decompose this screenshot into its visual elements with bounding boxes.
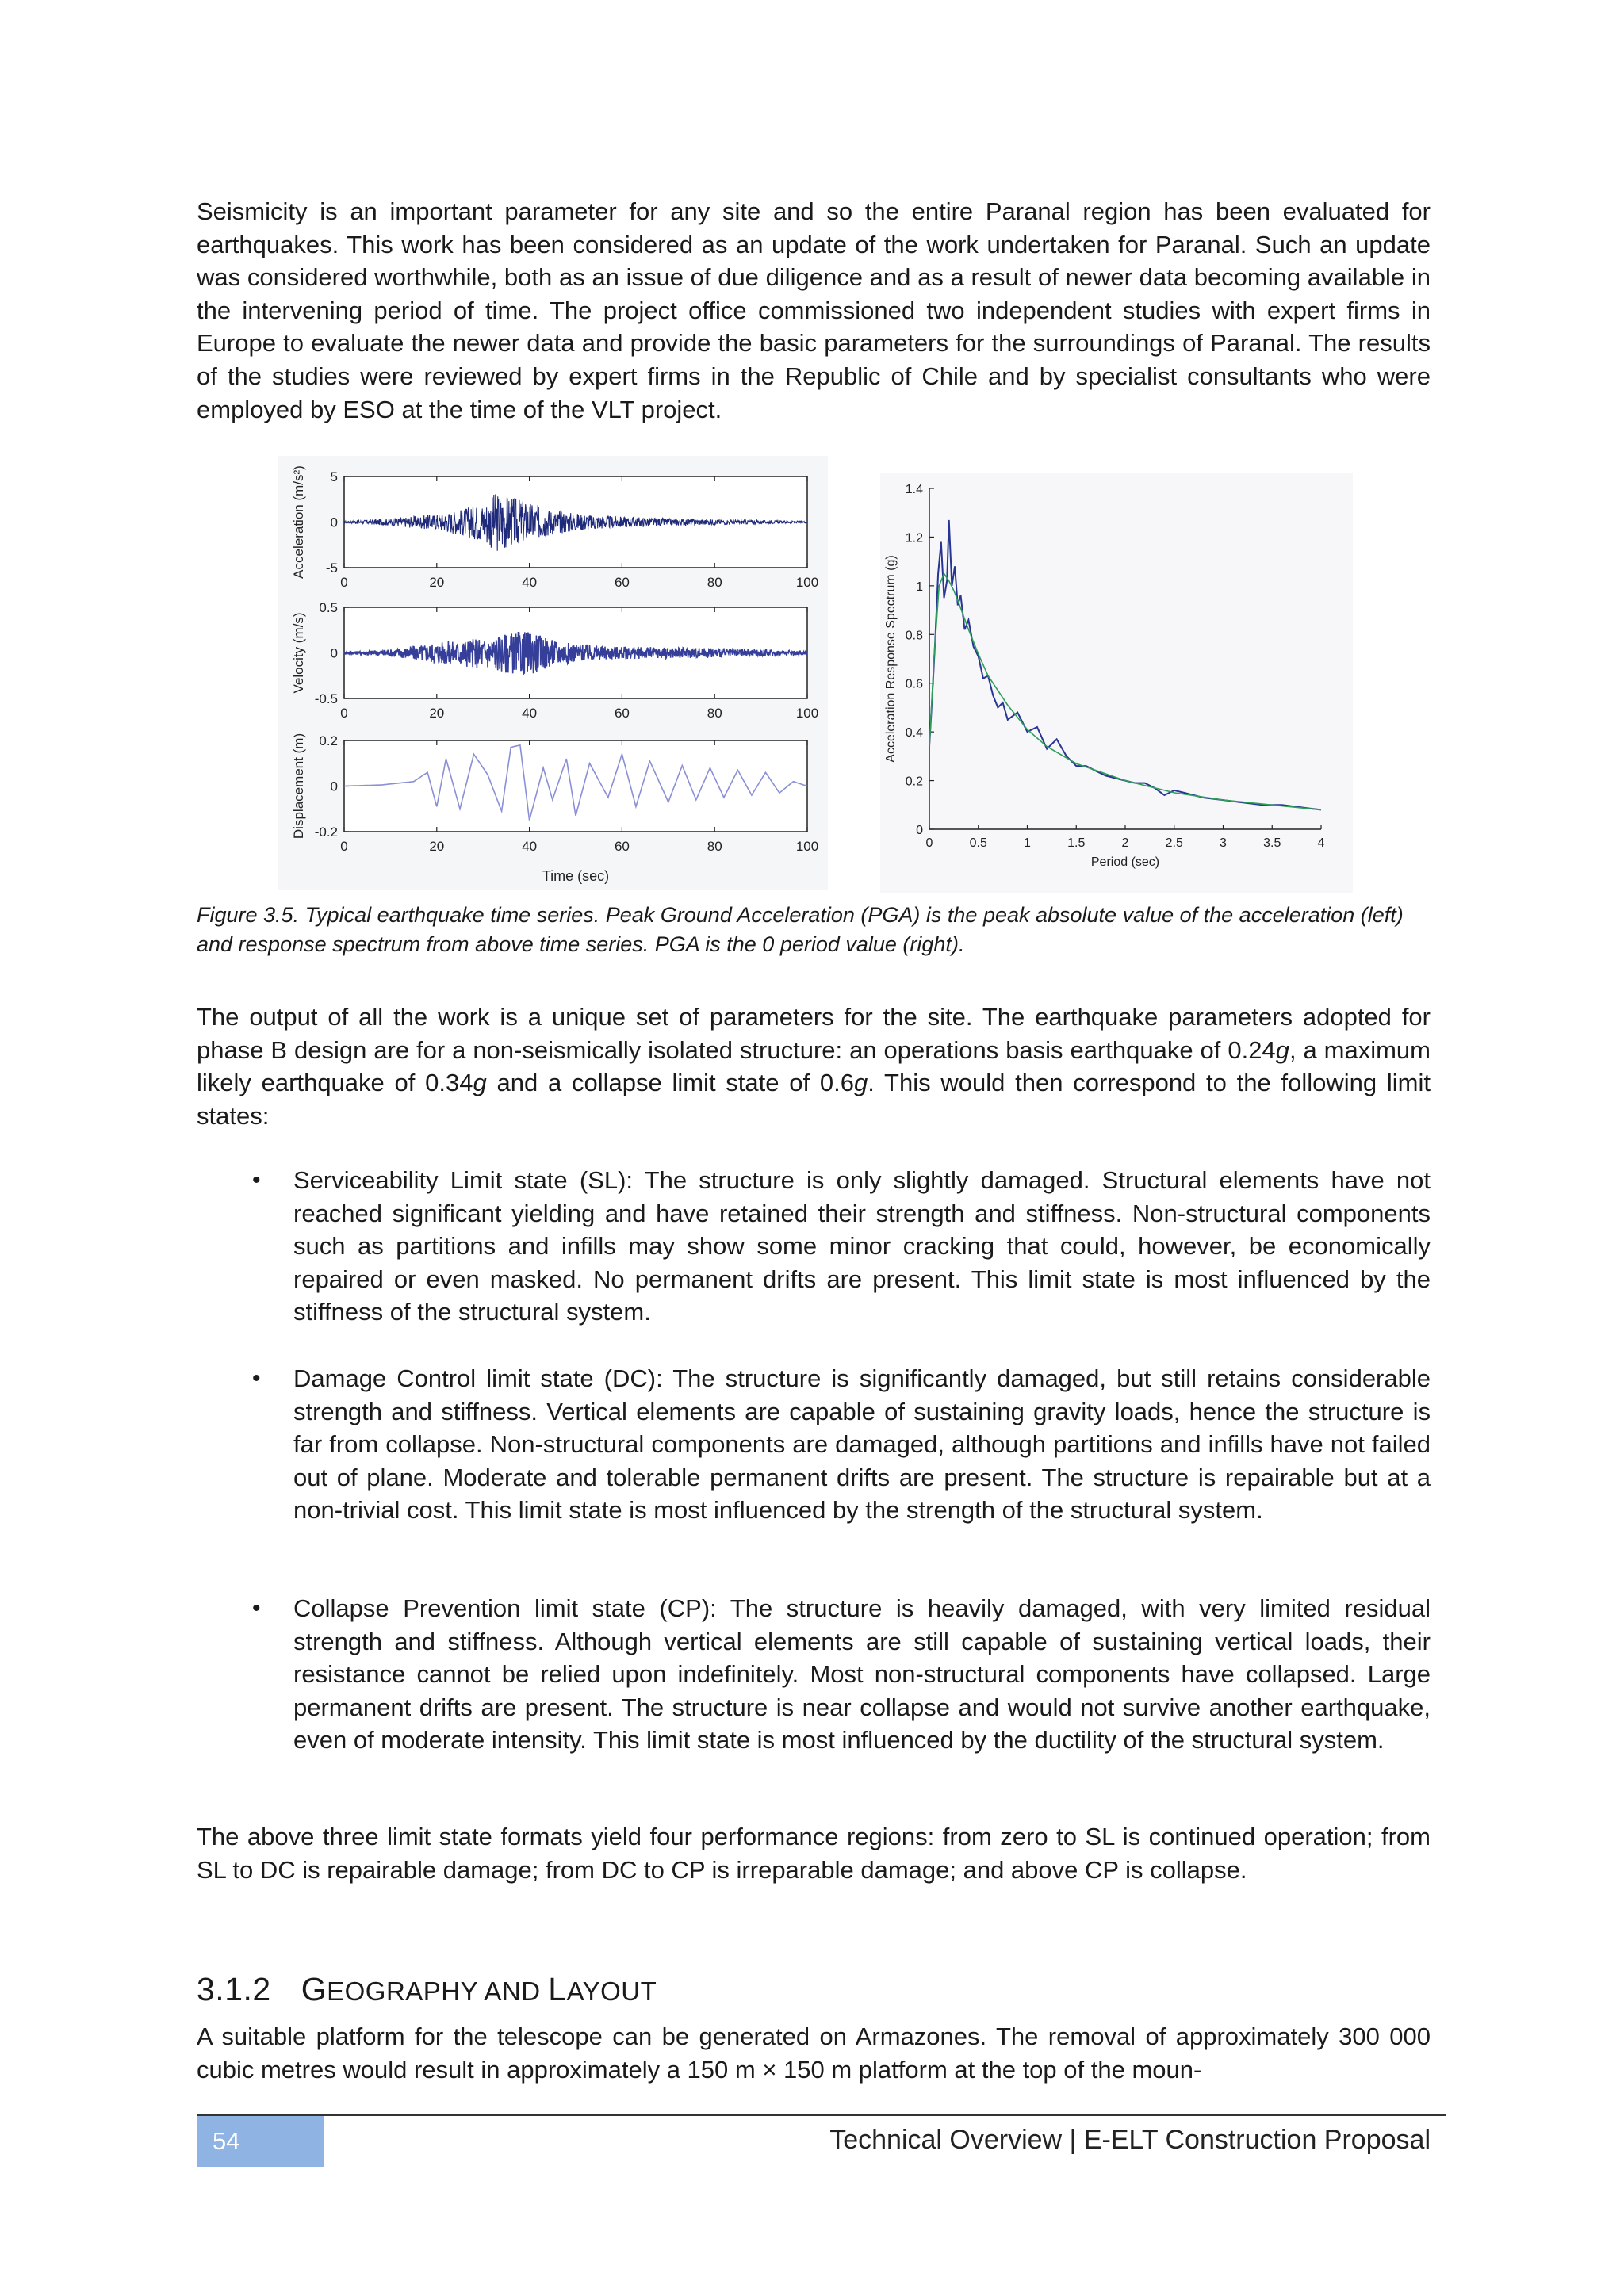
output-text-4: . This would then correspond to the following limit states: — [197, 1069, 1431, 1130]
x-tick-label: 0 — [340, 575, 348, 590]
x-tick-label: 80 — [707, 706, 722, 721]
x-tick-label: 4 — [1317, 836, 1325, 850]
y-axis-label: Velocity (m/s) — [291, 612, 306, 694]
x-tick-label: 0.5 — [969, 836, 987, 850]
section-title-initial: L — [548, 1971, 567, 2007]
list-item — [197, 1362, 1431, 1527]
plot-frame — [344, 740, 807, 832]
x-tick-label: 2 — [1121, 836, 1129, 850]
x-tick-label: 20 — [429, 575, 445, 590]
list-item — [197, 1592, 1431, 1757]
x-axis-label: Period (sec) — [1090, 855, 1160, 869]
unit-g: g — [473, 1069, 487, 1097]
y-axis-label: Displacement (m) — [291, 733, 306, 840]
x-tick-label: 0 — [340, 706, 348, 721]
intro-paragraph: Seismicity is an important parameter for any site and so the entire Paranal region has been evaluated for earthquakes. This work has been considered as an update of the work undertaken for Paranal. Such an update was considered worthwhile, both as an issue of due diligence and as a result of newer data becoming available in the intervening period of time. The project office commissioned two independent studies with expert firms in Europe to evaluate the newer data and provide the basic parameters for the surroundings of Paranal. The results of the studies were reviewed by expert firms in the Republic of Chile and by specialist consultants who were employed by ESO at the time of the VLT project. — [197, 197, 1431, 423]
x-tick-label: 20 — [429, 839, 445, 854]
x-tick-label: 1.5 — [1067, 836, 1086, 850]
x-tick-label: 60 — [614, 575, 630, 590]
section-title-part: EOGRAPHY AND — [327, 1976, 549, 2006]
x-tick-label: 20 — [429, 706, 445, 721]
x-tick-label: 1 — [1024, 836, 1031, 850]
y-tick-label: 0 — [330, 645, 338, 661]
x-tick-label: 40 — [522, 575, 538, 590]
section-title-initial: G — [301, 1971, 327, 2007]
y-axis-label: Acceleration Response Spectrum (g) — [884, 555, 898, 763]
x-tick-label: 80 — [707, 839, 722, 854]
list-item-text: Serviceability Limit state (SL): The structure is only slightly damaged. Structural elements have not reached significant yielding and have retained their strength and stiffness. Non-structural components such as partitions and infills may show some minor cracking that could, however, be economically repaired or even masked. No permanent drifts are present. This limit state is most influenced by the stiffness of the structural system. — [293, 1166, 1431, 1326]
x-tick-label: 100 — [795, 575, 819, 590]
x-tick-label: 40 — [522, 839, 538, 854]
y-axis-label: Acceleration (m/s²) — [291, 465, 306, 579]
list-item-text: Damage Control limit state (DC): The structure is significantly damaged, but still retains considerable strength and stiffness. Vertical elements are capable of sustaining gravity loads, hence the structure is far from collapse. Non-structural components are damaged, although partitions and infills have not failed out of plane. Moderate and tolerable permanent drifts are present. The structure is repairable but at a non-trivial cost. This limit state is most influenced by the strength of the structural system. — [293, 1364, 1431, 1525]
time-series-figure — [278, 456, 828, 890]
y-tick-label: -5 — [325, 561, 338, 576]
x-tick-label: 100 — [795, 706, 819, 721]
y-tick-label: 0 — [916, 824, 923, 837]
y-tick-label: -0.2 — [314, 825, 338, 840]
y-tick-label: 0.4 — [905, 726, 923, 740]
x-tick-label: 3 — [1220, 836, 1227, 850]
y-tick-label: 1 — [916, 580, 923, 594]
x-tick-label: 60 — [614, 839, 630, 854]
output-paragraph — [197, 1001, 1431, 1132]
x-axis-label: Time (sec) — [542, 868, 610, 884]
bullet-marker: • — [252, 1365, 261, 1391]
x-tick-label: 60 — [614, 706, 630, 721]
y-tick-label: 1.2 — [905, 531, 923, 545]
bullet-marker: • — [252, 1595, 261, 1621]
x-tick-label: 80 — [707, 575, 722, 590]
y-tick-label: 0.2 — [905, 775, 923, 789]
section-title-part: AYOUT — [566, 1976, 657, 2006]
page-number: 54 — [197, 2116, 324, 2167]
unit-g: g — [853, 1069, 868, 1097]
figure-caption: Figure 3.5. Typical earthquake time series. Peak Ground Acceleration (PGA) is the peak absolute value of the acceleration (left) and response spectrum from above time series. PGA is the 0 period value (right). — [197, 903, 1404, 956]
y-tick-label: 0 — [330, 515, 338, 530]
response-spectrum-figure — [880, 473, 1353, 893]
y-tick-label: 5 — [330, 469, 338, 484]
output-text-2: , a maximum likely earthquake of 0.34 — [197, 1035, 1431, 1097]
bullet-marker: • — [252, 1167, 261, 1193]
y-tick-label: 0.2 — [319, 733, 338, 748]
y-tick-label: 0.5 — [319, 600, 338, 615]
y-tick-label: 1.4 — [905, 483, 923, 496]
section-title — [301, 1971, 657, 2007]
x-tick-label: 100 — [795, 839, 819, 854]
regions-paragraph: The above three limit state formats yield four performance regions: from zero to SL is continued operation; from SL to DC is repairable damage; from DC to CP is irreparable damage; and above CP is collapse. — [197, 1823, 1431, 1884]
list-item — [197, 1164, 1431, 1329]
footer-title: Technical Overview | E-ELT Construction Proposal — [829, 2125, 1431, 2155]
y-tick-label: 0.6 — [905, 677, 923, 691]
output-text-3: and a collapse limit state of 0.6 — [486, 1069, 854, 1097]
geography-paragraph: A suitable platform for the telescope can be generated on Armazones. The removal of approximately 300 000 cubic metres would result in approximately a 150 m × 150 m platform at the top of the moun- — [197, 2022, 1431, 2084]
output-text-1: The output of all the work is a unique set of parameters for the site. The earthquake parameters adopted for phase B design are for a non-seismically isolated structure: an operations basis earthquake of 0.24 — [197, 1003, 1431, 1064]
y-tick-label: -0.5 — [314, 691, 338, 706]
y-tick-label: 0 — [330, 779, 338, 794]
x-tick-label: 2.5 — [1165, 836, 1183, 850]
x-tick-label: 40 — [522, 706, 538, 721]
footer-rule — [197, 2114, 1446, 2116]
x-tick-label: 3.5 — [1263, 836, 1281, 850]
unit-g: g — [1275, 1035, 1289, 1064]
section-number: 3.1.2 — [197, 1971, 271, 2007]
y-tick-label: 0.8 — [905, 629, 923, 643]
list-item-text: Collapse Prevention limit state (CP): The structure is heavily damaged, with very limited residual strength and stiffness. Although vertical elements are still capable of sustaining vertical loads, their resistance cannot be relied upon indefinitely. Most non-structural components have collapsed. Large permanent drifts are present. The structure is near collapse and would not survive another earthquake, even of moderate intensity. This limit state is most influenced by the ductility of the structural system. — [293, 1594, 1431, 1755]
x-tick-label: 0 — [925, 836, 933, 850]
section-heading — [197, 1971, 657, 2008]
x-tick-label: 0 — [340, 839, 348, 854]
